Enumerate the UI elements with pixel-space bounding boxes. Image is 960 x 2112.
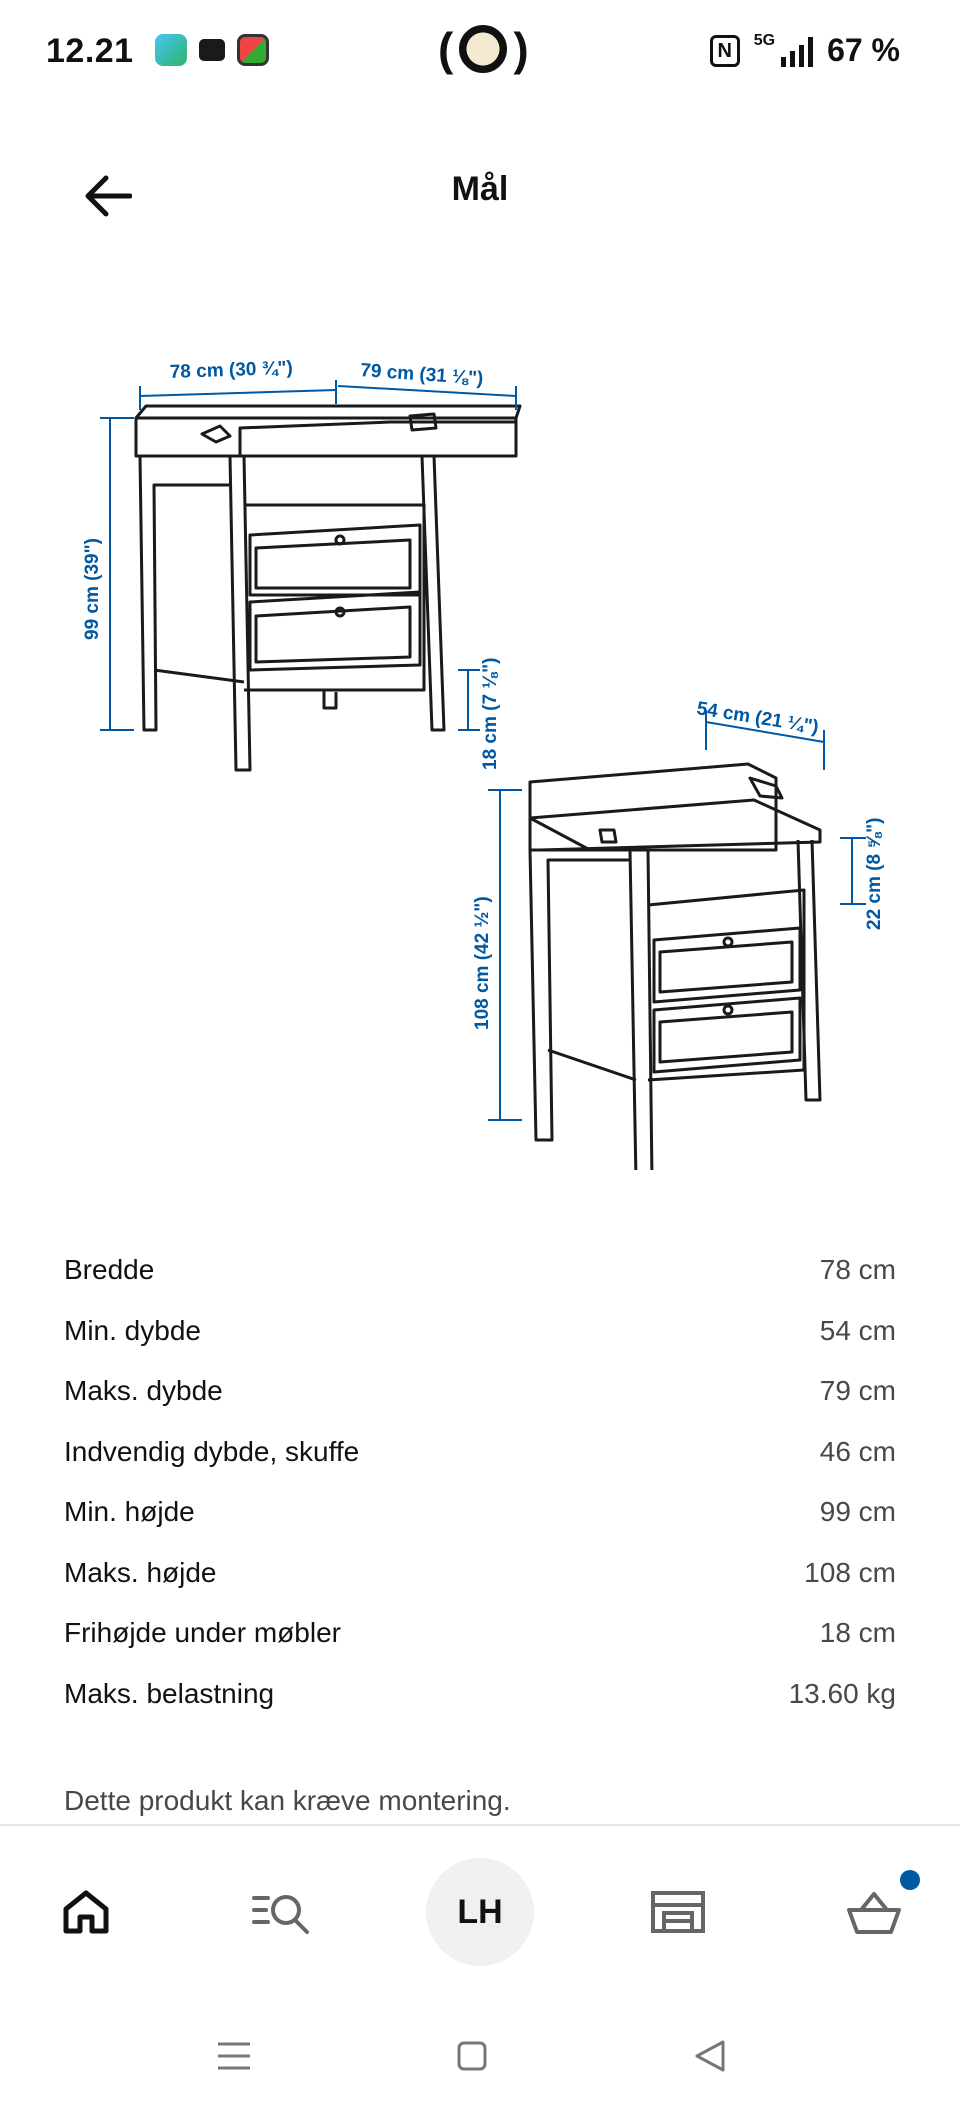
store-icon: [650, 1889, 706, 1935]
dimension-diagram: [60, 330, 900, 1170]
spec-row: [64, 1301, 896, 1362]
spec-value: 18 cm: [819, 1617, 896, 1649]
dim-label-depth-max: 79 cm (31 ⅛"): [359, 360, 484, 390]
dim-label-rail: 22 cm (8 ⅝"): [864, 817, 885, 930]
back-system-button[interactable]: [686, 2032, 734, 2080]
spec-row: [64, 1361, 896, 1422]
page-title: Mål: [451, 170, 509, 208]
spec-label: Maks. højde: [64, 1556, 217, 1588]
spec-label: Min. dybde: [64, 1314, 201, 1346]
spec-row: [64, 1240, 896, 1301]
width-dim-line: [140, 390, 336, 396]
app-icon-1: [155, 34, 187, 66]
app-icon-3: [237, 34, 269, 66]
cart-icon: [845, 1888, 903, 1936]
spec-label: Min. højde: [64, 1496, 195, 1528]
cart-badge: [900, 1870, 920, 1890]
signal-icon: [781, 35, 813, 67]
spec-label: Indvendig dybde, skuffe: [64, 1435, 360, 1467]
spec-row: [64, 1482, 896, 1543]
search-list-icon: [252, 1890, 312, 1934]
spec-value: 108 cm: [804, 1556, 896, 1588]
spec-table: [64, 1240, 896, 1724]
spec-label: Maks. belastning: [64, 1677, 275, 1709]
square-icon: [456, 2040, 488, 2072]
signal-label: 5G: [753, 31, 776, 49]
nav-home[interactable]: [32, 1858, 140, 1966]
app-icon-2: [199, 39, 225, 61]
spec-row: [64, 1664, 896, 1725]
spec-label: Maks. dybde: [64, 1375, 223, 1407]
menu-lines-icon: [216, 2040, 252, 2072]
spec-value: 46 cm: [819, 1435, 896, 1467]
status-center: ( ): [438, 23, 529, 75]
page-header: [0, 140, 960, 250]
bottom-nav: [0, 1824, 960, 1998]
status-bar: [0, 0, 960, 104]
spec-row: [64, 1422, 896, 1483]
dim-label-clearance: 18 cm (7 ⅛"): [480, 657, 501, 770]
home-system-button[interactable]: [448, 2032, 496, 2080]
spec-row: [64, 1603, 896, 1664]
nav-cart[interactable]: [820, 1858, 928, 1966]
nav-store[interactable]: [624, 1858, 732, 1966]
recents-button[interactable]: [210, 2032, 258, 2080]
home-icon: [62, 1889, 110, 1935]
spec-label: Frihøjde under møbler: [64, 1617, 341, 1649]
spec-value: 13.60 kg: [788, 1677, 896, 1709]
status-time: 12.21: [46, 32, 134, 70]
dim-label-depth-min: 54 cm (21 ¼"): [695, 698, 821, 739]
changing-table-closed-illustration: [530, 764, 820, 1170]
system-nav-bar: [0, 1996, 960, 2112]
spec-value: 54 cm: [819, 1314, 896, 1346]
avatar[interactable]: LH: [426, 1858, 534, 1966]
spec-row: [64, 1543, 896, 1604]
nfc-icon: N: [710, 35, 740, 67]
battery-level: 67 %: [827, 32, 900, 68]
dim-label-height-min: 99 cm (39"): [82, 538, 103, 640]
spec-value: 78 cm: [819, 1254, 896, 1286]
changing-table-open-illustration: [136, 406, 520, 770]
triangle-back-icon: [693, 2039, 727, 2073]
dim-label-width: 78 cm (30 ¾"): [169, 357, 294, 383]
spec-label: Bredde: [64, 1254, 155, 1286]
emblem-icon: [459, 25, 507, 73]
nav-search[interactable]: [228, 1858, 336, 1966]
dim-label-height-max: 108 cm (42 ½"): [472, 896, 493, 1030]
depth-max-dim-line: [338, 386, 516, 396]
assembly-note: Dette produkt kan kræve montering.: [64, 1785, 511, 1816]
spec-value: 99 cm: [819, 1496, 896, 1528]
status-right: [710, 32, 900, 69]
spec-value: 79 cm: [819, 1375, 896, 1407]
status-app-icons: [155, 34, 269, 66]
